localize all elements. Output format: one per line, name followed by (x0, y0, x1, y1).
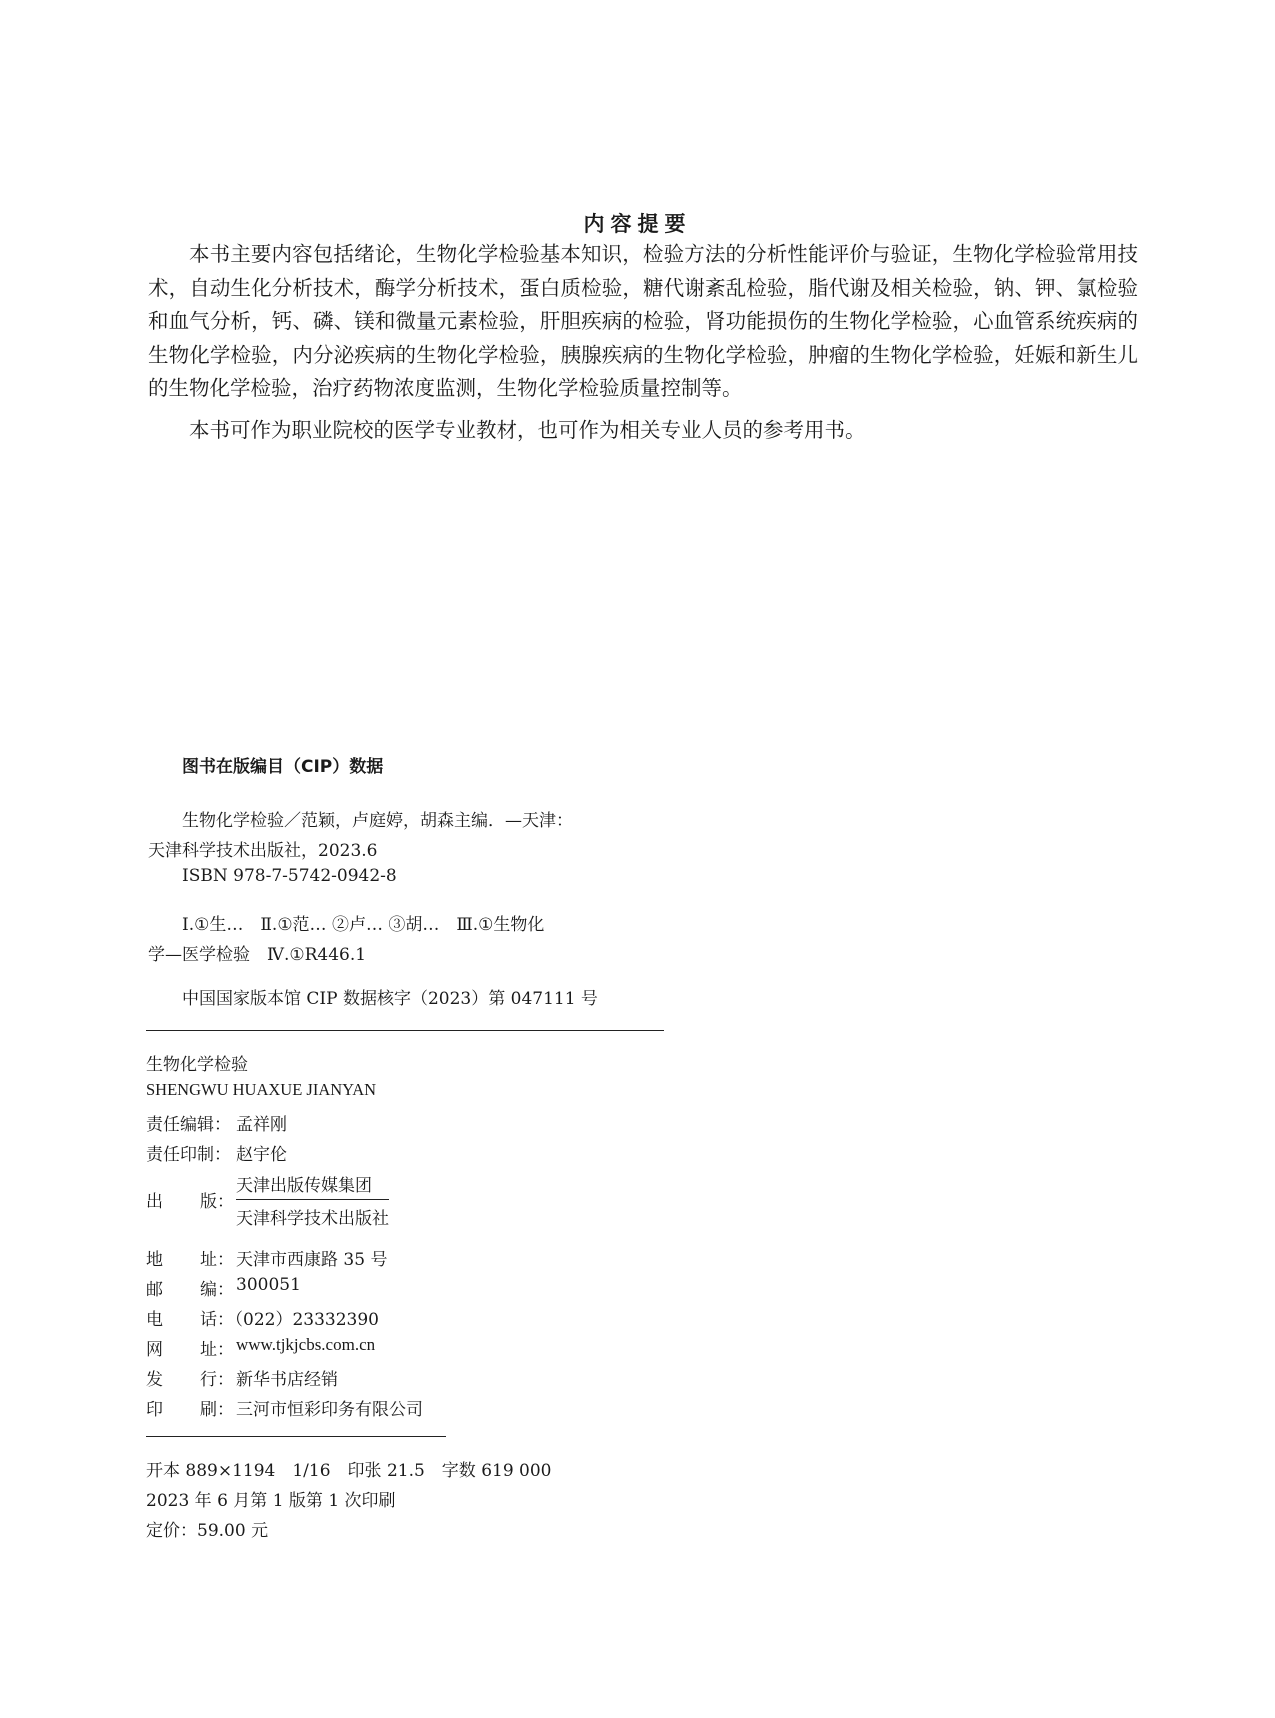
label-part: 版： (200, 1192, 234, 1212)
printer-value: 三河市恒彩印务有限公司 (236, 1400, 423, 1420)
cip-title-line: 生物化学检验／范颖，卢庭婷，胡森主编．—天津： (182, 811, 573, 831)
label-part: 电 (146, 1310, 163, 1330)
phone-value: （022）23332390 (226, 1310, 379, 1330)
edition-info: 2023 年 6 月第 1 版第 1 次印刷 (146, 1491, 396, 1511)
book-title-pinyin: SHENGWU HUAXUE JIANYAN (146, 1080, 377, 1099)
label-part: 网 (146, 1340, 163, 1360)
label-part: 发 (146, 1370, 163, 1390)
label-part: 行： (200, 1370, 234, 1390)
distribution-label (146, 1365, 234, 1390)
book-title-cn: 生物化学检验 (146, 1055, 248, 1075)
summary-paragraph: 本书主要内容包括绪论，生物化学检验基本知识，检验方法的分析性能评价与验证，生物化学检验常用技术，自动生化分析技术，酶学分析技术，蛋白质检验，糖代谢紊乱检验，脂代谢及相关检验，钠、钾、氯检验和血气分析，钙、磷、镁和微量元素检验，肝胆疾病的检验，肾功能损伤的生物化学检验，心血管系统疾病的生物化学检验，内分泌疾病的生物化学检验，胰腺疾病的生物化学检验，肿瘤的生物化学检验，妊娠和新生儿的生物化学检验，治疗药物浓度监测，生物化学检验质量控制等。 (148, 242, 1138, 401)
label-part: 编： (200, 1280, 234, 1300)
printing-editor-value: 赵宇伦 (236, 1145, 287, 1165)
divider (146, 1436, 446, 1437)
divider (146, 1030, 664, 1031)
label-part: 出 (146, 1192, 163, 1212)
cip-classification-line-2: 学—医学检验 Ⅳ.①R446.1 (148, 945, 367, 965)
label-part: 刷： (200, 1400, 234, 1420)
distribution-value: 新华书店经销 (236, 1370, 338, 1390)
postcode-label (146, 1275, 234, 1300)
printing-editor-label: 责任印制： (146, 1145, 231, 1165)
postcode-value: 300051 (236, 1275, 301, 1295)
price: 定价：59.00 元 (146, 1521, 269, 1541)
address-label (146, 1245, 234, 1270)
printer-label (146, 1395, 234, 1420)
publisher-group-name: 天津出版传媒集团 (236, 1171, 389, 1200)
summary-title: 内容提要 (583, 212, 692, 236)
cip-isbn: ISBN 978-7-5742-0942-8 (182, 866, 397, 886)
editor-value: 孟祥刚 (236, 1115, 287, 1135)
cip-classification-line: Ⅰ.①生… Ⅱ.①范… ②卢… ③胡… Ⅲ.①生物化 (182, 915, 545, 935)
cip-publisher-line: 天津科学技术出版社，2023.6 (148, 841, 378, 861)
publisher-label (146, 1187, 234, 1212)
publisher-block (236, 1171, 389, 1229)
format-info: 开本 889×1194 1/16 印张 21.5 字数 619 000 (146, 1461, 552, 1481)
editor-label: 责任编辑： (146, 1115, 231, 1135)
label-part: 邮 (146, 1280, 163, 1300)
label-part: 地 (146, 1250, 163, 1270)
label-part: 话： (200, 1310, 234, 1330)
phone-label (146, 1305, 234, 1330)
website-value: www.tjkjcbs.com.cn (236, 1335, 376, 1354)
cip-library-number: 中国国家版本馆 CIP 数据核字（2023）第 047111 号 (182, 989, 598, 1009)
label-part: 址： (200, 1250, 234, 1270)
summary-paragraph-usage: 本书可作为职业院校的医学专业教材，也可作为相关专业人员的参考用书。 (189, 418, 866, 442)
label-part: 址： (200, 1340, 234, 1360)
publisher-name: 天津科学技术出版社 (236, 1209, 389, 1229)
address-value: 天津市西康路 35 号 (236, 1250, 388, 1270)
label-part: 印 (146, 1400, 163, 1420)
website-label (146, 1335, 234, 1360)
cip-heading: 图书在版编目（CIP）数据 (182, 757, 384, 777)
